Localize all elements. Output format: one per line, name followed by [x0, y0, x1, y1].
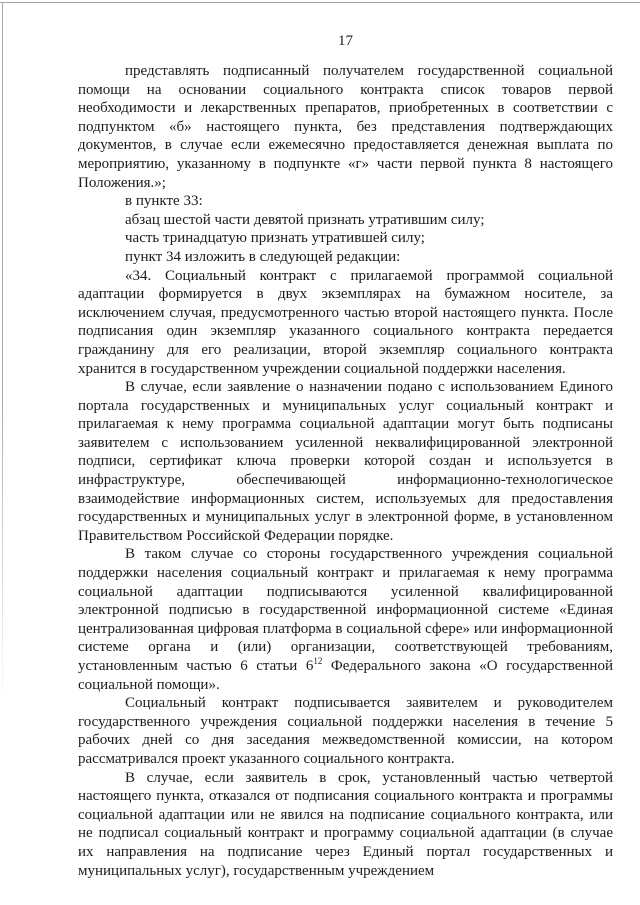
page-edge-top [0, 2, 640, 3]
text-run: представлять подписанный получателем государственной социальной помощи на основании социального контракта список товаров первой необходимости и лекарственных препаратов, приобретенных в соответствии с подпунктом «б» настоящего пункта, без представления подтверждающих документов, в случае если ежемесячно предоставляется денежная выплата по мероприятию, указанному в подпункте «г» части первой пункта 8 настоящего Положения.»; [78, 63, 613, 191]
text-run: В случае, если заявитель в срок, установленный частью четвертой настоящего пункта, отказался от подписания социального контракта и программы социальной адаптации или не явился на подписание социального контракта, или не подписал социальный контракт и программу социальной адаптации (в случае их направления на подписание через Единый портал государственных и муниципальных услуг), государственным учреждением [78, 769, 613, 879]
text-run: абзац шестой части девятой признать утратившим силу; [125, 211, 485, 228]
paragraph-7 [78, 378, 613, 545]
text-run: Социальный контракт подписывается заявителем и руководителем государственного учреждения социальной поддержки населения в течение 5 рабочих дней со дня заседания межведомственной комиссии, на котором рассматривался проект указанного социального контракта. [78, 695, 613, 767]
text-run: пункт 34 изложить в следующей редакции: [125, 248, 401, 265]
paragraph-1 [78, 62, 613, 192]
paragraph-3 [78, 211, 613, 230]
text-run: часть тринадцатую признать утратившей силу; [125, 230, 425, 247]
paragraph-8 [78, 545, 613, 694]
superscript: 12 [313, 656, 323, 666]
paragraph-6 [78, 267, 613, 379]
page-number: 17 [338, 33, 353, 49]
paragraph-5 [78, 248, 613, 267]
text-run: в пункте 33: [125, 193, 203, 210]
paragraph-2 [78, 192, 613, 211]
paragraph-10 [78, 769, 613, 881]
text-run: В таком случае со стороны государственного учреждения социальной поддержки населения социальный контракт и прилагаемая к нему программа социальной адаптации подписываются усиленной квалифицированной электронной подписью в государственной информационной системе «Единая централизованная цифровая платформа в социальной сфере» или информационной системе органа и (или) организации, соответствующей требованиям, установленным частью 6 статьи 6 [78, 546, 613, 674]
document-body [78, 62, 613, 880]
paragraph-9 [78, 694, 613, 768]
text-run: «34. Социальный контракт с прилагаемой программой социальной адаптации формируется в двух экземплярах на бумажном носителе, за исключением случая, предусмотренного частью второй настоящего пункта. После подписания один экземпляр указанного социального контракта передается гражданину для его реализации, второй экземпляр социального контракта хранится в государственном учреждении социальной поддержки населения. [78, 267, 613, 377]
text-run: Федерального закона «О государственной социальной помощи». [78, 658, 613, 693]
page-edge-left [2, 2, 3, 708]
paragraph-4 [78, 229, 613, 248]
text-run: В случае, если заявление о назначении подано с использованием Единого портала государственных и муниципальных услуг социальный контракт и прилагаемая к нему программа социальной адаптации могут быть подписаны заявителем с использованием усиленной неквалифицированной электронной подписи, сертификат ключа проверки которой создан и используется в инфраструктуре, обеспечивающей информационно-технологическое взаимодействие информационных систем, используемых для предоставления государственных и муниципальных услуг в электронной форме, в установленном Правительством Российской Федерации порядке. [78, 379, 613, 544]
